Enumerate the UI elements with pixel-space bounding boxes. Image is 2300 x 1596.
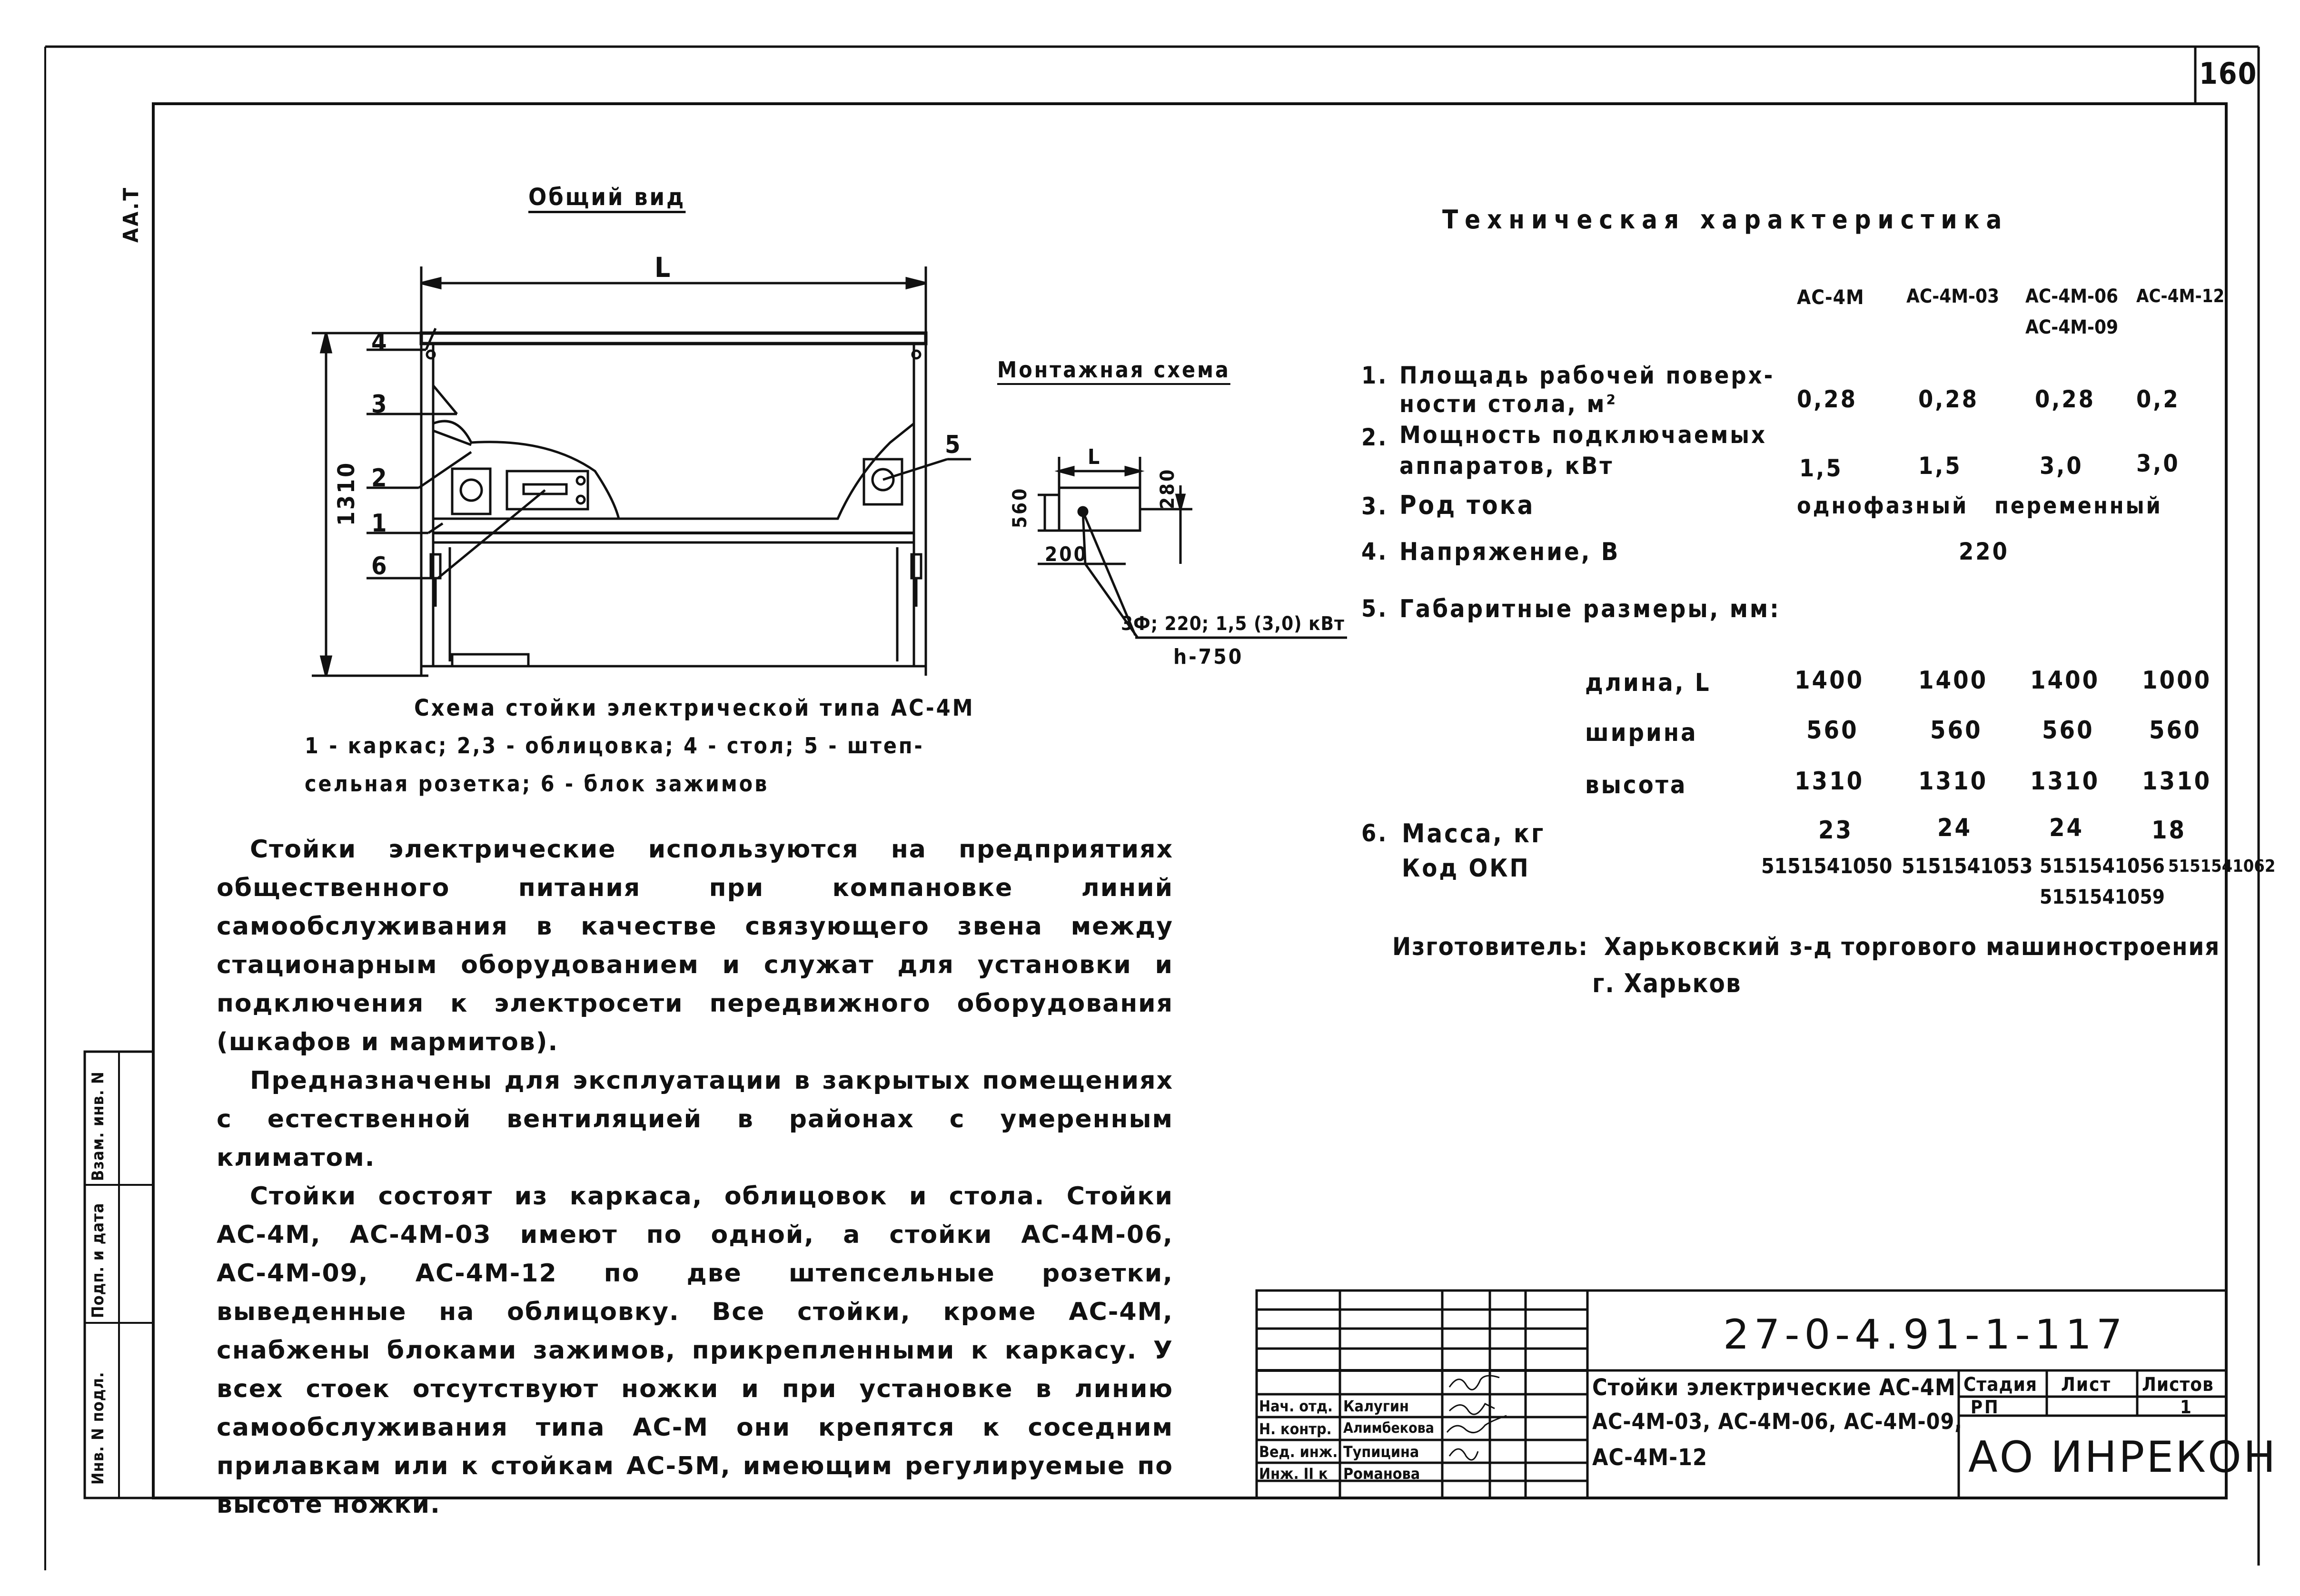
- tech-value: 0,28: [1918, 385, 1979, 413]
- general-view-title: Общий вид: [528, 183, 686, 211]
- tech-row-num: 2.: [1361, 424, 1388, 451]
- okp-value: 5151541050: [1761, 854, 1893, 878]
- tech-value: 0,28: [2035, 385, 2095, 413]
- stage-header: Стадия: [1963, 1374, 2037, 1396]
- dim-value: 560: [2042, 716, 2094, 745]
- tech-row-label: Род тока: [1399, 490, 1535, 520]
- tech-row-num: 5.: [1361, 595, 1388, 622]
- model-header: АС-4М: [1797, 286, 1864, 309]
- callout-6: 6: [371, 552, 389, 581]
- tech-row-num: 1.: [1361, 362, 1388, 389]
- tech-value: 1,5: [1799, 454, 1843, 482]
- stamp-role: Инж. II к: [1259, 1465, 1328, 1483]
- left-stamp-label: Взам. инв. N: [89, 1071, 108, 1181]
- mount-dim-200: 200: [1045, 542, 1088, 566]
- tech-value-span: однофазный: [1797, 493, 1969, 519]
- description-paragraph: Стойки электрические используются на предприятиях общественного питания при компановке линий самообслуживания в качестве связующего звена между стационарным оборудованием и служат для установки и подключения к электросети передвижного оборудования (шкафов и мармитов).: [217, 835, 1173, 1056]
- okp-value: 5151541056: [2040, 854, 2165, 877]
- model-header: АС-4М-12: [2136, 286, 2225, 306]
- stamp-title-line: АС-4М-12: [1592, 1444, 1708, 1471]
- dim-value: 560: [1806, 716, 1859, 745]
- description-paragraph: Стойки состоят из каркаса, облицовок и стола. Стойки АС-4М, АС-4М-03 имеют по одной, а стойки АС-4М-06, АС-4М-09, АС-4М-12 по две штепсельные розетки, выведенные на облицовку. Все стойки, кроме АС-4М, снабжены блоками зажимов, прикрепленными к каркасу. У всех стоек отсутствуют ножки и при установке в линию самообслуживания типа АС-М они крепятся к соседним прилавкам или к стойкам АС-5М, имеющим регулируемые по высоте ножки.: [217, 1182, 1173, 1519]
- mass-value: 24: [2049, 814, 2084, 842]
- tech-row-label: ности стола, м²: [1399, 390, 1618, 418]
- left-stamp-label: Подп. и дата: [89, 1202, 108, 1318]
- model-header: АС-4М-03: [1906, 286, 2000, 307]
- mass-label: Масса, кг: [1402, 818, 1546, 848]
- left-stamp-label: Инв. N подл.: [89, 1371, 108, 1485]
- mass-value: 23: [1818, 816, 1854, 845]
- okp-value: 5151541053: [1902, 854, 2033, 878]
- stamp-name: Калугин: [1343, 1397, 1409, 1415]
- callout-1: 1: [371, 509, 389, 538]
- tech-value: 3,0: [2040, 452, 2083, 480]
- sheets-value: 1: [2180, 1397, 2193, 1418]
- dim-value: 1400: [2030, 666, 2100, 695]
- tech-row-label: Мощность подключаемых: [1399, 421, 1767, 449]
- tech-row-label: Напряжение, В: [1399, 538, 1620, 566]
- sheet-number: 160: [2199, 56, 2258, 91]
- tech-title: Техническая характеристика: [1442, 205, 2009, 235]
- dim-value: 1310: [2142, 767, 2212, 796]
- stage-value: РП: [1971, 1397, 2000, 1418]
- stamp-title-line: Стойки электрические АС-4М: [1592, 1374, 1956, 1401]
- dim-row-label: длина, L: [1585, 669, 1711, 697]
- dim-value: 560: [1930, 716, 1983, 745]
- dim-value: 1310: [1918, 767, 1988, 796]
- company-name: АО ИНРЕКОН: [1968, 1432, 2278, 1482]
- stamp-name: Романова: [1343, 1465, 1420, 1483]
- okp-label: Код ОКП: [1402, 854, 1530, 883]
- doc-code: 27-0-4.91-1-117: [1723, 1311, 2127, 1359]
- sheets-header: Листов: [2142, 1374, 2214, 1396]
- tech-row-label: аппаратов, кВт: [1399, 452, 1614, 480]
- mount-dim-L: L: [1088, 445, 1102, 469]
- dim-value: 1000: [2142, 666, 2212, 695]
- tech-row-label: Площадь рабочей поверх-: [1399, 362, 1775, 389]
- sheet-header: Лист: [2061, 1374, 2112, 1396]
- callout-4: 4: [371, 328, 389, 357]
- dim-L-label: L: [654, 251, 673, 284]
- description-paragraph: Предназначены для эксплуатации в закрытых помещениях с естественной вентиляцией в районах с умеренным климатом.: [217, 1066, 1173, 1172]
- schematic-caption-line: сельная розетка; 6 - блок зажимов: [305, 771, 769, 797]
- stamp-name: Алимбекова: [1343, 1420, 1434, 1437]
- callout-3: 3: [371, 390, 389, 419]
- mount-dim-560: 560: [1009, 486, 1031, 528]
- okp-value: 5151541062: [2168, 857, 2276, 876]
- callout-2: 2: [371, 464, 389, 493]
- dim-value: 1400: [1918, 666, 1988, 695]
- manufacturer-label: Изготовитель:: [1392, 933, 1589, 961]
- schematic-caption-line: 1 - каркас; 2,3 - облицовка; 4 - стол; 5 - штеп-: [305, 733, 924, 759]
- dim-row-label: ширина: [1585, 719, 1698, 747]
- model-header-extra: АС-4М-09: [2025, 316, 2119, 338]
- mass-value: 24: [1937, 814, 1973, 842]
- manufacturer-name: Харьковский з-д торгового машиностроения: [1604, 933, 2221, 961]
- tech-value-span: переменный: [1994, 493, 2162, 519]
- tech-value: 0,28: [1797, 385, 1857, 413]
- tech-row-num: 3.: [1361, 493, 1388, 520]
- general-view-drawing: [286, 238, 1000, 695]
- mount-dim-280: 280: [1157, 467, 1179, 509]
- okp-extra: 5151541059: [2040, 885, 2165, 908]
- mounting-title: Монтажная схема: [997, 357, 1230, 383]
- manufacturer-city: г. Харьков: [1592, 968, 1742, 998]
- stamp-role: Нач. отд.: [1259, 1397, 1333, 1415]
- tech-row-label: Габаритные размеры, мм:: [1399, 595, 1781, 623]
- tech-value: 0,2: [2136, 385, 2180, 413]
- corner-code: АА.Т: [119, 186, 143, 243]
- dim-value: 560: [2149, 716, 2201, 745]
- stamp-name: Тупицина: [1343, 1443, 1419, 1461]
- dim-height-label: 1310: [333, 461, 360, 526]
- tech-value-single: 220: [1959, 538, 2009, 565]
- tech-value: 1,5: [1918, 452, 1962, 480]
- dim-value: 1400: [1794, 666, 1864, 695]
- callout-5: 5: [945, 431, 962, 459]
- stamp-role: Вед. инж.: [1259, 1443, 1338, 1461]
- description-text: [217, 830, 1173, 1524]
- tech-value: 3,0: [2136, 450, 2180, 477]
- stamp-title-line: АС-4М-03, АС-4М-06, АС-4М-09,: [1592, 1409, 1963, 1434]
- stamp-role: Н. контр.: [1259, 1420, 1332, 1438]
- dim-value: 1310: [2030, 767, 2100, 796]
- model-header: АС-4М-06: [2025, 286, 2119, 307]
- dim-value: 1310: [1794, 767, 1864, 796]
- mass-value: 18: [2151, 816, 2187, 845]
- tech-row-num: 6.: [1361, 819, 1388, 847]
- dim-row-label: высота: [1585, 771, 1687, 799]
- mount-supply-label: 3Ф; 220; 1,5 (3,0) кВт: [1121, 613, 1345, 635]
- tech-row-num: 4.: [1361, 538, 1388, 565]
- schematic-caption-line: Схема стойки электрической типа АС-4М: [414, 695, 975, 721]
- mount-height-label: h-750: [1173, 645, 1244, 669]
